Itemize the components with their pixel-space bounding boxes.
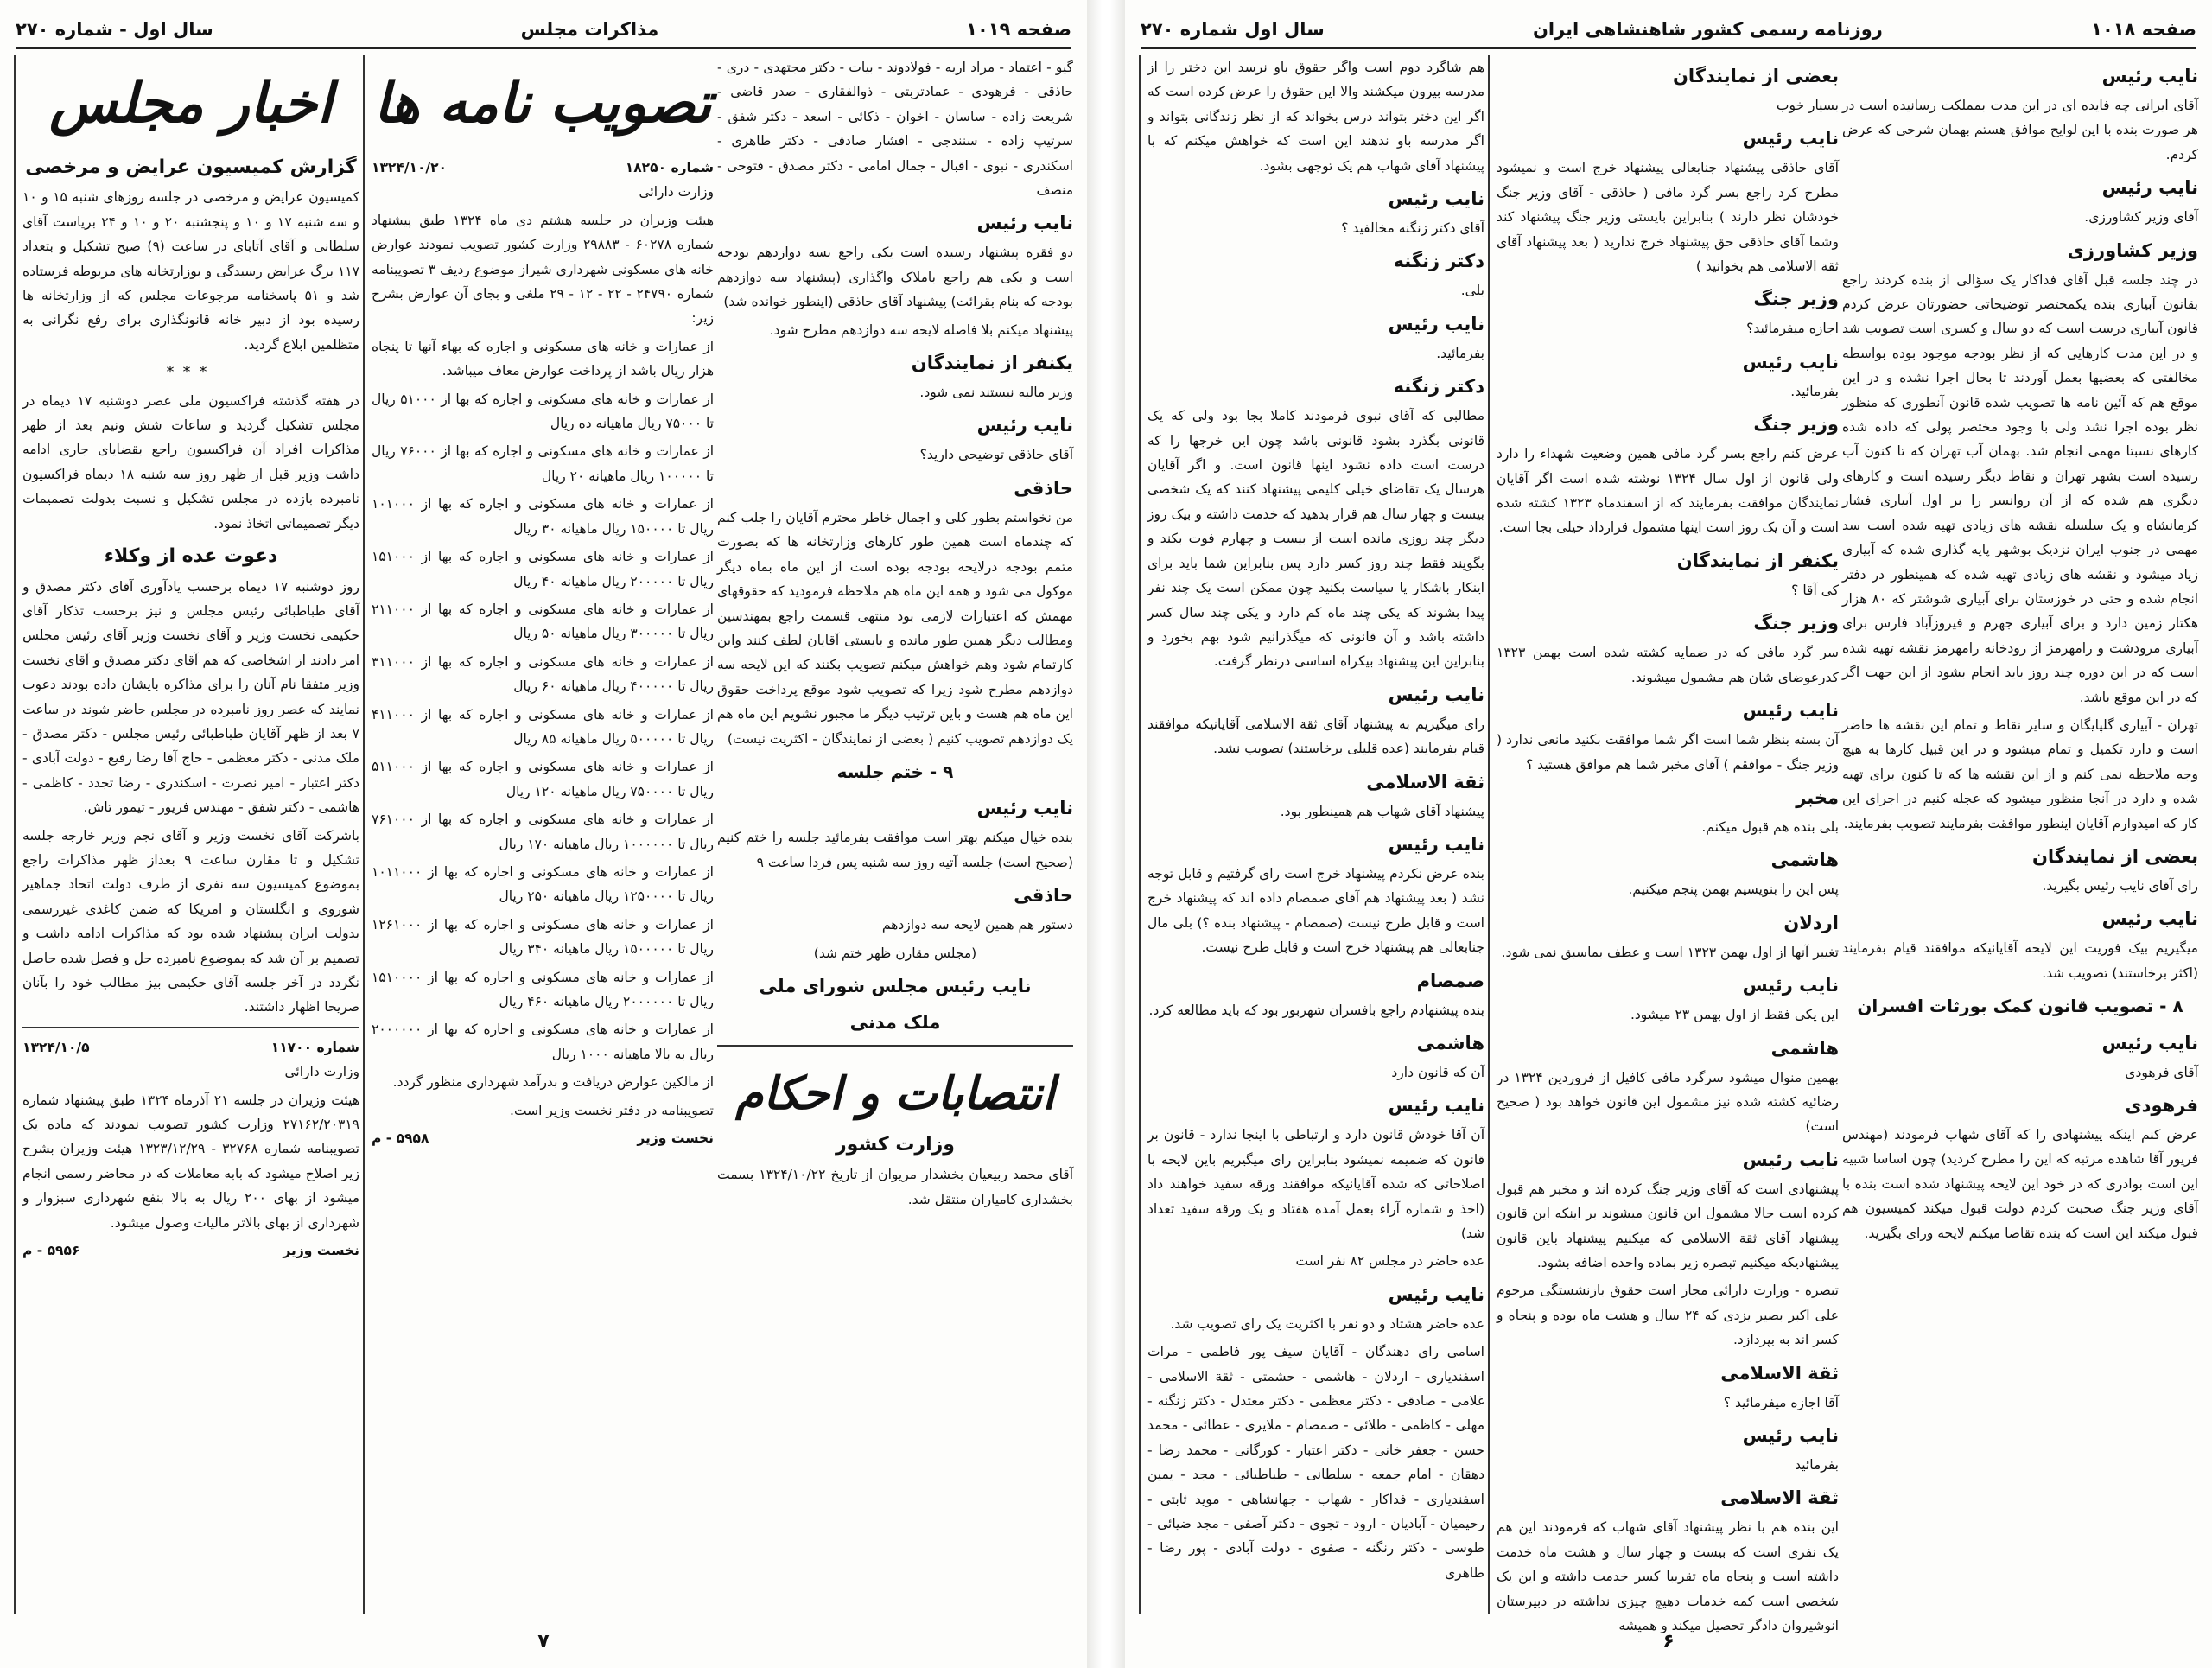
decree-sign-row [22, 1238, 359, 1263]
decree-date: ۱۳۲۴/۱۰/۲۰ [372, 160, 448, 175]
speaker: نایب رئیس [1742, 700, 1839, 722]
speech: رای آقای نایب رئیس بگیرید. [2042, 877, 2198, 894]
speaker: یکنفر از نمایندگان [911, 353, 1073, 374]
speaker: دکتر زنگنه [1393, 376, 1484, 398]
speech: دستور هم همین لایحه سه دوازدهم [881, 917, 1073, 933]
speech: سر گرد مافی که در ضمایه کشته شده است بهمن ۱۳۲۳ کدرعوضای شان هم مشمول میشوند. [1497, 645, 1839, 685]
speech: پیشنهادی است که آقای وزیر جنگ کرده اند و مخبر هم قبول کرده است حالا مشمول این قانون میشوند بر اینکه این قانون پیشنهاد آقای ثقة الاسلامی که میکنیم پیشنهاد باین قانون پیشنهادیکه میکنیم تبصره زیر بماده واحده اضافه بشود. [1497, 1181, 1839, 1270]
speech: کی آقا ؟ [1791, 582, 1839, 598]
speech: میگیریم بیک فوریت این لایحه آقایانیکه موافقند قیام بفرمایند (اکثر برخاستند) تصویب شد. [1842, 940, 2198, 981]
decree-item: از عمارات و خانه های مسکونی و اجاره که بها از ۵۱۰۰۰ ریال تا ۷۵۰۰۰ ریال ماهیانه ده ریال [372, 391, 714, 432]
speech: آقای وزیر کشاورزی. [2084, 209, 2198, 226]
speaker: نایب رئیس [2101, 908, 2198, 930]
speech: آقای حاذقی پیشنهاد جنابعالی پیشنهاد خرج است و نمیشود مطرح کرد راجع بسر گرد مافی ( حاذقی - آقای وزیر جنگ خودشان نظر دارند ) بنابراین بایستی وزیر جنگ پیشنهاد کند وشما آقای حاذقی حق پیشنهاد خرج ندارید ( بعد پیشنهاد آقای ثقة الاسلامی هم بخوانید ) [1497, 160, 1839, 275]
speech: من نخواستم بطور کلی و اجمال خاطر محترم آقایان را جلب کنم که چندماه است همین طور کارهای وزارتخانه ها که بصورت متمم بودجه درلایحه بودجه بوده است از این ماه بماه دیگر موکول می شود و همه این ماه هم ملاحظه فرمودید که حقوقهای مهمش که اعتبارات لازمی بود منتهی قسمت راجع بمهندسین ومطالب دیگر همین طور مانده و بایستی آقایان لطف کنند واین کارتمام شود وهم خواهش میکنم تصویب بکنند که این لایحه سه دوازدهم مطرح شود زیرا که تصویب شود موقع پرداخت حقوق این ماه هم هست و باین ترتیب دیگر ما مجبور نشویم این ماه هم یک دوازدهم تصویب کنیم ( بعضی از نمایندگان - اکثریت نیست) [717, 509, 1073, 747]
speech: آقای ایرانی چه فایده ای در این مدت بمملکت رسانیده است در هر صورت بنده با این لوایح موافق هستم بهمان شرحی که عرض کردم. [1842, 98, 2198, 162]
decree-item: از عمارات و خانه های مسکونی و اجاره که بها از ۱۰۱۱۰۰۰ ریال تا ۱۲۵۰۰۰۰ ریال ماهیانه ۲۵۰ ریال [372, 863, 714, 905]
speech: تهران - آبیاری گلپایگان و سایر نقاط و تمام این نقشه ها حاضر است و دارد تکمیل و تمام میشود و در این قبیل کارها به هیچ وجه ملاحظه نمی کنم و از این نقشه ها که تا کنون برای تهیه شده و دارد در آنجا منظور میشود که عجله کنیم در اجرای این کار که امیدوارم آقایان اینطور موافقت بفرمایند تصویب بفرمایند. [1842, 716, 2198, 831]
right-page-footer-number: ۶ [1662, 1631, 1675, 1652]
speaker: بعضی از نمایندگان [2031, 845, 2198, 867]
decree-item: از عمارات و خانه های مسکونی و اجاره که بها از ۱۵۱۰۰۰۰ ریال تا ۲۰۰۰۰۰۰ ریال ماهیانه ۴۶۰ ریال [372, 969, 714, 1009]
decree-item: از عمارات و خانه های مسکونی و اجاره که بها از ۱۰۱۰۰۰ ریال تا ۱۵۰۰۰۰ ریال ماهیانه ۳۰ ریال [372, 496, 714, 537]
speech: بفرمائید [1795, 1457, 1839, 1473]
signer-name: ملک مدنی [849, 1011, 941, 1033]
speech: عده حاضر هشتاد و دو نفر با اکثریت یک رای تصویب شد. [1170, 1315, 1484, 1332]
decree-intro: هیئت وزیران در جلسه هشتم دی ماه ۱۳۲۴ طبق پیشنهاد شماره ۶۰۲۷۸ - ۲۹۸۸۳ وزارت کشور تصویب نمودند عوارض خانه های مسکونی شهرداری شیراز موضوع ردیف ۳ تصویبنامه شماره ۲۴۷۹۰ - ۲۲ - ۱۲ - ۲۹ ملغی و بجای آن عوارض بشرح زیر: [372, 212, 715, 327]
speaker: وزیر جنگ [1753, 414, 1839, 436]
majlis-news-title: اخبار مجلس [49, 71, 333, 136]
right-col-minutes-2 [1488, 55, 1839, 1634]
speaker: نایب رئیس [976, 213, 1073, 234]
speaker: ثقة الاسلامی [1720, 1487, 1839, 1509]
speaker: وزیر کشاورزی [2067, 239, 2198, 261]
decree-sign: نخست وزیر [283, 1243, 359, 1259]
decree-item: از عمارات و خانه های مسکونی و اجاره که بها از ۷۶۰۰۰ ریال تا ۱۰۰۰۰۰ ریال ماهیانه ۲۰ ریال [372, 443, 714, 484]
decree-item: از عمارات و خانه های مسکونی و اجاره که بها از ۲۱۱۰۰۰ ریال تا ۳۰۰۰۰۰ ریال ماهیانه ۵۰ ریال [372, 601, 714, 642]
right-page-header [1141, 12, 2196, 49]
decree-number: شماره ۱۸۲۵۰ [625, 160, 714, 175]
speech: بهمین منوال میشود سرگرد مافی کافیل از فروردین ۱۳۲۴ در رضائیه کشته شده نیز مشمول این قانون خواهد بود ( صحیح است) [1497, 1069, 1839, 1135]
decree-item: از عمارات و خانه های مسکونی و اجاره که بها از ۲۰۰۰۰۰۰ ریال به بالا ماهیانه ۱۰۰۰ ریال [372, 1022, 714, 1062]
decree-sign-row [372, 1126, 714, 1150]
speaker: نایب رئیس [1388, 313, 1484, 334]
speaker: نایب رئیس [1742, 975, 1839, 996]
speech: بسیار خوب [1776, 98, 1839, 113]
speech: این یکی فقط از اول بهمن ۲۳ میشود. [1630, 1007, 1839, 1023]
left-col-news [14, 55, 359, 1614]
report-heading: گزارش کمیسیون عرایض و مرخصی [25, 156, 357, 178]
signer-title: نایب رئیس مجلس شورای ملی [759, 975, 1032, 996]
decree-item: از عمارات و خانه های مسکونی و اجاره که بها از ۷۶۱۰۰۰ ریال تا ۱۰۰۰۰۰۰ ریال ماهیانه ۱۷۰ ریال [372, 812, 714, 852]
section-heading: ۸ - تصویب قانون کمک بورثات افسران [1857, 996, 2183, 1017]
speech: وزیر مالیه نیستند نمی شود. [919, 385, 1073, 401]
right-page-number: صفحه ۱۰۱۸ [2091, 19, 2196, 40]
speech: بنده خیال میکنم بهتر است موافقت بفرمائید جلسه را ختم کنیم (صحیح است) جلسه آتیه روز سه شنبه پس فردا ساعت ۹ [717, 830, 1073, 870]
report-text: کمیسیون عرایض و مرخصی در جلسه روزهای شنبه ۱۵ و ۱۰ و سه شنبه ۱۷ و ۱۰ و پنجشنبه ۲۰ و ۱۰ و ۲۴ بریاست آقای سلطانی و آقای آتابای در ساعت (۹) صبح تشکیل و بتعداد ۱۱۷ برگ عرایض رسیدگی و بوزارتخانه های مربوطه فرستاده شد و ۵۱ پاسخنامه مرجوعات مجلس که از وزارتخانه ها رسیده بود از دبیر خانه قانونگذاری برای رفع نگرانی به متظلمین ابلاغ گردید. [22, 189, 359, 353]
speech: پیشنهاد آقای شهاب هم همینطور بود. [1280, 803, 1484, 819]
right-col-minutes-1 [1842, 55, 2198, 1614]
speech: مطالبی که آقای نبوی فرمودند کاملا بجا بود ولی که یک قانونی بگذرد بشود قانونی باشد چون این خرجها را که درست است داده نشود اینها قانون است. و اگر آقایان هرسال یک تقاضای خیلی کلیمی پیشنهاد کنند که یک شخصی بیست و چهار سال هم قرار بدهید که خدمت داشته و بیک روز دیگر چند روزی مانده است از بیست و چهارم فوت بکند و بگویند فقط چند روز کسر دارد پس بنابراین شما باید برای اینکار باشکار یا سیاست بکنید چون ممکن است یک چند نفر پیدا بشوند که یکی چند ماه کم دارد و یکی چند سال کسر داشته باشد و آن قانونی که میگذرانیم شود بهم بخورد و بنابراین این پیشنهاد بیکراه اساسی درنظر گرفت. [1147, 408, 1484, 670]
appointments-title: انتصابات و احکام [735, 1066, 1055, 1120]
decree-item: از عمارات و خانه های مسکونی و اجاره که بهاء آنها تا پنجاه هزار ریال باشد از پرداخت عوارض معاف میباشد. [372, 338, 714, 379]
speaker: نایب رئیس [1742, 1149, 1839, 1170]
speech: بلی بنده هم قبول میکنم. [1701, 818, 1839, 835]
speech: آقای دکتر زنگنه مخالفید ؟ [1341, 220, 1484, 237]
speech: رای میگیریم به پیشنهاد آقای ثقة الاسلامی آقایانیکه موافقند قیام بفرمایند (عده قلیلی برخاستند) تصویب نشد. [1147, 716, 1484, 757]
speaker: مخبر [1796, 786, 1839, 808]
speech: آقای فرهودی [2125, 1064, 2198, 1080]
speech: دو فقره پیشنهاد رسیده است یکی راجع بسه دوازدهم بودجه است و یکی هم راجع باملاک واگذاری (پیشنهاد سه دوازدهم بودجه که بنام بقرائت) پیشنهاد آقای حاذقی (اینطور خوانده شد) [717, 245, 1073, 310]
decree-ministry: وزارت دارائی [284, 1064, 359, 1080]
decree-item: از عمارات و خانه های مسکونی و اجاره که بها از ۱۲۶۱۰۰۰ ریال تا ۱۵۰۰۰۰۰ ریال ماهیانه ۳۴۰ ریال [372, 916, 714, 958]
decrees-title: تصویب نامه ها [373, 71, 712, 136]
speech: آن که قانون دارد [1391, 1064, 1484, 1080]
speaker: نایب رئیس [1742, 1425, 1839, 1446]
speaker: هاشمی [1770, 1037, 1839, 1059]
speaker: ثقة الاسلامی [1366, 771, 1484, 793]
left-section-title: مذاکرات مجلس [520, 19, 659, 40]
decree-date: ۱۳۲۴/۱۰/۵ [22, 1039, 90, 1055]
left-page [0, 0, 1087, 1668]
decree-header [22, 1035, 359, 1060]
speech: بفرمائید. [1436, 345, 1484, 361]
decree-item: از عمارات و خانه های مسکونی و اجاره که بها از ۴۱۱۰۰۰ ریال تا ۵۰۰۰۰۰ ریال ماهیانه ۸۵ ریال [372, 706, 714, 747]
minister-text: باشرکت آقای نخست وزیر و آقای نجم وزیر خارجه جلسه تشکیل و تا مقارن ساعت ۹ بعداز ظهر مذاکرات راجع بموضوع کمیسیون سه نفری از طرف دولت اتحاد جماهیر شوروی و انگلستان و امریکا که ضمن کاغذی غیررسمی بدولت ایران پیشنهاد شده بود که مذاکرات ادامه داشت و تصمیم بر آن شد که بموضوع نامبرده حل و فصل شده حاصل نگردد در آخر جلسه آقای حکیمی بیز مطالب خود را بآنان صریحا اظهار داشتند. [22, 827, 359, 1015]
speaker: صمصام [1416, 970, 1484, 991]
decree-closing: از مالکین عوارض دریافت و بدرآمد شهرداری منظور گردد. [392, 1074, 714, 1091]
invite-text: روز دوشنبه ۱۷ دیماه برحسب یادآوری آقای دکتر مصدق و آقای طباطبائی رئیس مجلس و نیز برحسب تذکار آقای حکیمی نخست وزیر و آقای نخست وزیر آقای رئیس مجلس امر دادند از اشخاصی که هم آقای دکتر مصدق و آقای نخست وزیر متفقا نام آنان را برای مذاکره بایشان داده بودند دعوت نمایند که عصر روز نامبرده در مجلس حاضر شوند در ساعت ۷ بعد از ظهر آقایان طباطبائی رئیس مجلس - دکتر مصدق - ملک مدنی - دکتر معظمی - حاج آقا رضا رفیع - دولت آبادی - دکتر اعتبار - امیر نصرت - اسکندری - رضا تجدد - کاظمی - هاشمی - دکتر شفق - مهندس فریور - تیمور تاش. [22, 578, 359, 816]
speaker: ثقة الاسلامی [1720, 1362, 1839, 1384]
speaker: دکتر زنگنه [1393, 251, 1484, 272]
divider [22, 1027, 359, 1028]
divider [717, 1045, 1073, 1047]
left-page-number: صفحه ۱۰۱۹ [966, 19, 1071, 40]
decree-sign-number: ۵۹۵۸ - م [372, 1130, 429, 1147]
speaker: هاشمی [1416, 1032, 1484, 1054]
voter-list: اسامی رای دهندگان - آقایان سیف پور فاطمی - مرات اسفندیاری - اردلان - هاشمی - حشمتی - ثقة الاسلامی - غلامی - صادقی - دکتر معظمی - دکتر معتدل - دکتر زنگنه - مهلی - کاظمی - طلائی - صمصام - ملایری - عطائی - محمد حسن - جعفر خانی - دکتر اعتبار - کورگانی - محمد رضا - دهقان - امام جمعه - سلطانی - طباطبائی - مجد - یمین اسفندیاری - فداکار - شهاب - جهانشاهی - موید ثابتی - رحیمیان - آبادیان - ارود - تجوی - دکتر آصفی - مجد ضیائی - طوسی - دکتر رنگنه - صفوی - دولت آبادی - پور رضا - طاهری [1147, 1344, 1484, 1581]
speaker: نایب رئیس [976, 798, 1073, 819]
speech: اجازه میفرمائید؟ [1746, 321, 1839, 337]
speaker: فرهودی [2125, 1095, 2198, 1116]
speaker: بعضی از نمایندگان [1672, 66, 1839, 86]
appointments-ministry: وزارت کشور [836, 1133, 955, 1156]
speaker: نایب رئیس [1742, 128, 1839, 150]
fraction-text: در هفته گذشته فراکسیون ملی عصر دوشنبه ۱۷ دیماه در مجلس تشکیل گردید و ساعات شش ونیم بعد از ظهر مذاکرات افراد آن فراکسیون راجع بقضایای جاری ادامه داشت وزیر قبل از ظهر روز سه شنبه ۱۸ دیماه فراکسیون نامبرده بازده در مجلس تشکیل و نسبت بدولت تصمیمات دیگر تصمیماتی اتخاذ نمود. [22, 392, 360, 532]
decree-item: از عمارات و خانه های مسکونی و اجاره که بها از ۳۱۱۰۰۰ ریال تا ۴۰۰۰۰۰ ریال ماهیانه ۶۰ ریال [372, 653, 714, 695]
speech: عرض کنم اینکه پیشنهادی را که آقای شهاب فرمودند (مهندس فریور آقا شاهده مرتبه که این را مطرح کردید) چون اساسا شبیه این است بوادری که در خود این لایحه پیشنهاد شده است بنده با آقای وزیر جنگ صحبت کردم دولت قبول میکند کمیسیون هم قبول میکند این است که بنده تقاضا میکنم لایحه ورای بگیرید. [1842, 1127, 2198, 1241]
speaker: اردلان [1783, 912, 1839, 933]
speech: آن بسته بنظر شما است اگر شما موافقت بکنید مانعی ندارد ( وزیر جنگ - موافقم ) آقای مخبر شما هم موافق هستید ؟ [1497, 732, 1839, 773]
left-col-decrees [363, 55, 714, 1614]
names-list: گیو - اعتماد - مراد اریه - فولادوند - بیات - دکتر مجتهدی - دری - حاذقی - فرهودی - عمادتربتی - ذوالفقاری - صدر قاضی - شریعت زاده - ساسان - اخوان - ذکائی - اسعد - دکتر شفق - سرتیپ زاده - سنندجی - افشار صادقی - دکتر طاهری - اسکندری - نبوی - اقبال - جمال امامی - دکتر مصدق - فتوحی - منصف [717, 60, 1073, 199]
speaker: وزیر جنگ [1753, 289, 1839, 310]
decree-item: از عمارات و خانه های مسکونی و اجاره که بها از ۵۱۱۰۰۰ ریال تا ۷۵۰۰۰۰ ریال ماهیانه ۱۲۰ ریال [372, 759, 714, 799]
speaker: نایب رئیس [1388, 1095, 1484, 1117]
speech: بلی. [1460, 283, 1484, 299]
speech: آن آقا خودش قانون دارد و ارتباطی با اینجا ندارد - قانون بر قانون که ضمیمه نمیشود بنابراین رای میگیریم باین لایحه با اصلاحاتی که شده آقایانیکه موافقند ورقه سفید خواهند داد (اخذ و شماره آراء بعمل آمده هفتاد و یک ورقه سفید تعداد شد) [1147, 1127, 1484, 1241]
speaker: حاذقی [1014, 477, 1073, 499]
speech: بنده عرض نکردم پیشنهاد خرج است رای گرفتیم و قابل توجه نشد ( بعد پیشنهاد هم آقای صمصام داده اند که پیشنهاد خرج است و قابل طرح نیست (صمصام - پیشنهاد بنده ؟) بلی مال جنابعالی هم پیشنهاد خرج است و قابل طرح نیست. [1147, 865, 1484, 956]
decree-number: شماره ۱۱۷۰۰ [270, 1039, 359, 1055]
speaker: نایب رئیس [1388, 833, 1484, 855]
right-section-title: روزنامه رسمی کشور شاهنشاهی ایران [1532, 19, 1883, 40]
speech: تغییر آنها از اول بهمن ۱۳۲۳ است و عطف بماسبق نمی شود. [1501, 944, 1839, 960]
spread-gutter [1087, 0, 1125, 1668]
decree-item: از عمارات و خانه های مسکونی و اجاره که بها از ۱۵۱۰۰۰ ریال تا ۲۰۰۰۰۰ ریال ماهیانه ۴۰ ریال [372, 549, 714, 589]
speech: بنده پیشنهادم راجع بافسران شهربور بود که باید مطالعه کرد. [1148, 1002, 1484, 1018]
session-end-heading: ۹ - ختم جلسه [836, 761, 954, 782]
decree-closing-note: تصویبنامه در دفتر نخست وزیر است. [510, 1102, 714, 1118]
right-page [1125, 0, 2212, 1668]
speech: عده حاضر در مجلس ۸۲ نفر است [1295, 1253, 1484, 1270]
adjourn-note: (مجلس مقارن ظهر ختم شد) [813, 945, 977, 961]
right-issue: سال اول شماره ۲۷۰ [1141, 19, 1325, 40]
speaker: نایب رئیس [1388, 188, 1484, 210]
speaker: نایب رئیس [1388, 1283, 1484, 1305]
speech: آقای حاذقی توضیحی دارید؟ [919, 447, 1073, 463]
appointments-text: آقای محمد ربیعیان بخشدار مریوان از تاریخ ۱۳۲۴/۱۰/۲۲ بسمت بخشداری کامیاران منتقل شد. [717, 1167, 1074, 1207]
decree-sign-number: ۵۹۵۶ - م [22, 1243, 80, 1259]
speaker: هاشمی [1770, 850, 1839, 871]
speaker: نایب رئیس [1742, 351, 1839, 372]
speech: این بنده هم با نظر پیشنهاد آقای شهاب که فرمودند این هم یک نفری است که بیست و چهار سال و هشت ماه خدمت داشته است و پنجاه ماه تقریبا کسر خدمت داشته و این یک شخصی است کمه خدمات دهیچ چیزی نداشته در دبیرستان انوشیروان دادگر تحصیل میکند و همیشه [1497, 1519, 1839, 1634]
right-col-minutes-3 [1139, 55, 1484, 1614]
speech: تبصره - وزارت دارائی مجاز است حقوق بازنشستگی مرحوم علی اکبر بصیر یزدی که ۲۴ سال و هشت ماه بوده و پنجاه و کسر اند به بپردازد. [1497, 1283, 1839, 1348]
left-page-header [16, 12, 1071, 49]
left-page-footer-number: ۷ [537, 1631, 550, 1652]
speech: پس این را بنویسیم بهمن پنجم میکنیم. [1628, 882, 1839, 898]
decree-text: هیئت وزیران در جلسه ۲۱ آذرماه ۱۳۲۴ طبق پیشنهاد شماره ۲۷۱۶۲/۲۰۳۱۹ وزارت کشور تصویب نمودند که ماده یک تصویبنامه شماره ۳۲۷۶۸ - ۱۳۲۳/۱۲/۲۹ هیئت وزیران بشرح زیر اصلاح میشود که بابه معاملات که در محاضر رسمی انجام میشود از بهای ۲۰۰ ریال به بالا بنفع شهرداری سبزوار و شهرداری از بهای بالاتر مالیات وصول میشود. [22, 1092, 360, 1231]
separator: *** [166, 363, 216, 382]
decree-ministry: وزارت دارائی [639, 184, 714, 201]
speech: در چند جلسه قبل آقای فداکار یک سؤالی از بنده کردند راجع بقانون آبیاری بنده یکمختصر توضیحاتی حضورتان عرض کردم قانون آبیاری درست است که دو سال و کسری است تصویب شد و در این مدت کارهایی که از نظر بودجه موجود بوده بواسطه مخالفتی که بعضیها بعمل آوردند تا بحال اجرا نشده و در این موقع هم که آئین نامه ها تصویب شده قانون آنطوری که منظور نظر بوده اجرا نشد ولی با وجود مختصر پولی که داده شده کارهای نسبتا مهمی انجام شد. بهمان آب تهران که تا کنون آب رسیده است بشهر تهران و نقاط دیگر رسیده است و کارهای دیگری هم شده که از آن روانسر را بر اول آبیاری فشار کرمانشاه و یک سلسله نقشه های زیادی تهیه شده است سد مهمی در جنوب ایران نزدیک بوشهر پایه گذاری شده که آبیاری زیاد میشود و نقشه های زیادی تهیه شده که همینطور در دفتر انجام شده و حتی در خوزستان برای آبیاری شوشتر که ۸۰ هزار هکتار زمین دارد و برای آبیاری جهرم و فیروزآباد فارس برای آبیاری مرودشت و رامهرمز از رودخانه رامهرمز نقشه تهیه شده است که در این دوره چند روز باید انجام بشود از این جهت اگر که در این موقع باشد. [1842, 271, 2198, 705]
speaker: نایب رئیس [2101, 177, 2198, 199]
speech: پیشنهاد میکنم بلا فاصله لایحه سه دوازدهم مطرح شود. [769, 322, 1073, 338]
left-col-minutes [717, 55, 1073, 1614]
speech: هم شاگرد دوم است واگر حقوق باو نرسد این دختر را از مدرسه بیرون میکشند والا این حقوق را عرض کرده است که اگر این دختر بتواند درس بخواند که از نظر زندگانی بتواند و اگر مدرسه باو ندهند این است که خواهش میکنم که با پیشنهاد آقای شهاب هم یک توجهی بشود. [1147, 60, 1484, 174]
speaker: وزیر جنگ [1753, 613, 1839, 634]
speaker: حاذقی [1014, 885, 1073, 907]
speech: بفرمائید. [1790, 383, 1839, 399]
speaker: نایب رئیس [2101, 66, 2198, 86]
speech: آقا اجازه میفرمائید ؟ [1723, 1394, 1839, 1410]
speech: عرض کنم راجع بسر گرد مافی همین وضعیت شهداء را دارد ولی قانون از اول سال ۱۳۲۴ نوشته شده است اگر آقایان نمایندگان موافقت بفرمایند که از اسفندماه ۱۳۲۳ کشته شده است و آن یک روز است اینها مشمول قرارداد خیلی بجا است. [1497, 446, 1839, 536]
decree-sign: نخست وزیر [637, 1130, 714, 1147]
left-issue: سال اول - شماره ۲۷۰ [16, 19, 213, 40]
decree-header [372, 156, 714, 180]
speaker: نایب رئیس [1388, 684, 1484, 705]
speaker: یکنفر از نمایندگان [1676, 550, 1839, 571]
speaker: نایب رئیس [2101, 1032, 2198, 1054]
speaker: نایب رئیس [976, 415, 1073, 436]
invite-heading: دعوت عده از وکلاء [104, 545, 278, 568]
